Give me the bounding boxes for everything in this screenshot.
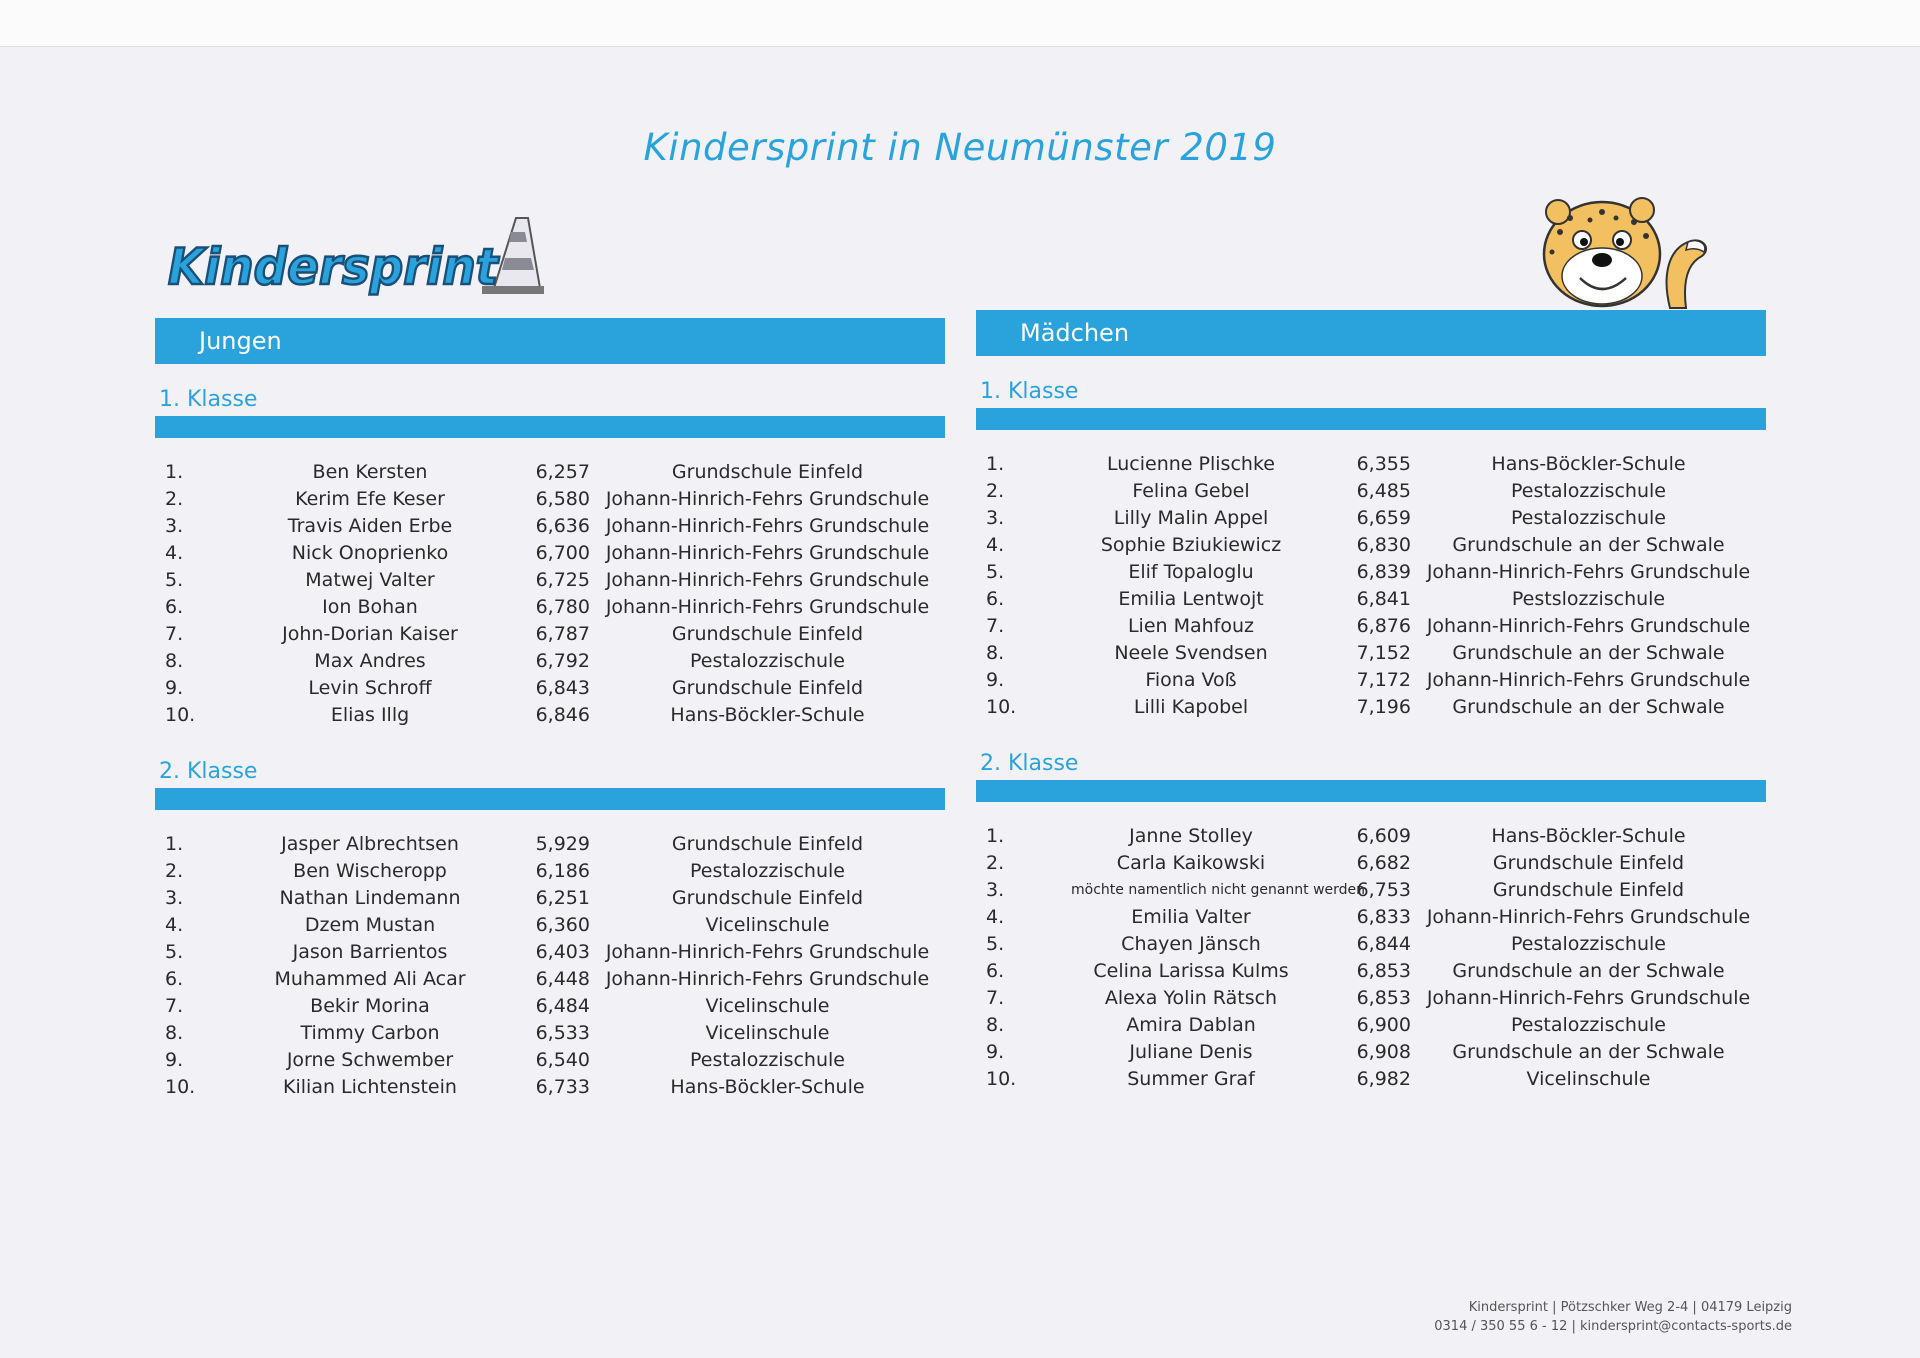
school-cell: Grundschule an der Schwale	[1452, 1040, 1725, 1063]
time-cell: 6,753	[1356, 878, 1411, 901]
rank-cell: 7.	[986, 614, 1005, 637]
result-row	[155, 884, 945, 911]
rank-cell: 8.	[986, 1013, 1005, 1036]
school-cell: Grundschule an der Schwale	[1452, 959, 1725, 982]
school-cell: Grundschule Einfeld	[671, 622, 864, 645]
footer-contact	[1434, 1298, 1792, 1336]
rank-cell: 6.	[986, 587, 1005, 610]
school-cell: Grundschule an der Schwale	[1452, 641, 1725, 664]
result-row	[155, 458, 945, 485]
school-cell: Grundschule Einfeld	[1492, 878, 1685, 901]
school-cell: Hans-Böckler-Schule	[670, 1075, 865, 1098]
name-cell: Bekir Morina	[310, 994, 430, 1017]
school-cell: Grundschule Einfeld	[671, 460, 864, 483]
name-cell: Ben Kersten	[312, 460, 428, 483]
rank-cell: 7.	[165, 622, 184, 645]
time-cell: 6,876	[1356, 614, 1411, 637]
results-list	[976, 450, 1766, 720]
rank-cell: 2.	[165, 487, 184, 510]
rank-cell: 9.	[986, 1040, 1005, 1063]
time-cell: 6,839	[1356, 560, 1411, 583]
school-cell: Vicelinschule	[1526, 1067, 1651, 1090]
result-row	[155, 1073, 945, 1100]
name-cell: Juliane Denis	[1129, 1040, 1253, 1063]
time-cell: 6,792	[535, 649, 590, 672]
name-cell: möchte namentlich nicht genannt werden	[1071, 881, 1366, 898]
time-cell: 6,403	[535, 940, 590, 963]
name-cell: Levin Schroff	[308, 676, 432, 699]
name-cell: Alexa Yolin Rätsch	[1104, 986, 1278, 1009]
name-cell: Emilia Lentwojt	[1118, 587, 1264, 610]
name-cell: Kilian Lichtenstein	[283, 1075, 457, 1098]
name-cell: Lien Mahfouz	[1127, 614, 1255, 637]
boys-column	[155, 318, 945, 1100]
rank-cell: 5.	[165, 568, 184, 591]
result-row	[155, 830, 945, 857]
time-cell: 6,251	[535, 886, 590, 909]
name-cell: Nathan Lindemann	[279, 886, 461, 909]
klasse-section	[155, 386, 945, 728]
rank-cell: 5.	[165, 940, 184, 963]
name-cell: Lucienne Plischke	[1107, 452, 1275, 475]
name-cell: John-Dorian Kaiser	[282, 622, 458, 645]
time-cell: 6,448	[535, 967, 590, 990]
kindersprint-logo	[164, 210, 544, 300]
rank-cell: 8.	[165, 1021, 184, 1044]
school-cell: Grundschule Einfeld	[671, 886, 864, 909]
rank-cell: 4.	[986, 533, 1005, 556]
rank-cell: 6.	[986, 959, 1005, 982]
result-row	[976, 957, 1766, 984]
result-row	[155, 620, 945, 647]
time-cell: 6,830	[1356, 533, 1411, 556]
result-row	[976, 1011, 1766, 1038]
name-cell: Jorne Schwember	[286, 1048, 454, 1071]
school-cell: Grundschule an der Schwale	[1452, 533, 1725, 556]
rank-cell: 7.	[986, 986, 1005, 1009]
name-cell: Nick Onoprienko	[291, 541, 449, 564]
name-cell: Dzem Mustan	[304, 913, 436, 936]
result-row	[976, 1065, 1766, 1092]
time-cell: 6,908	[1356, 1040, 1411, 1063]
time-cell: 6,900	[1356, 1013, 1411, 1036]
time-cell: 6,360	[535, 913, 590, 936]
school-cell: Grundschule Einfeld	[671, 676, 864, 699]
results-list	[155, 458, 945, 728]
result-row	[976, 666, 1766, 693]
rank-cell: 10.	[165, 703, 196, 726]
klasse-section	[976, 378, 1766, 720]
school-cell: Johann-Hinrich-Fehrs Grundschule	[605, 940, 930, 963]
time-cell: 6,844	[1356, 932, 1411, 955]
name-cell: Elias Illg	[330, 703, 410, 726]
time-cell: 6,843	[535, 676, 590, 699]
time-cell: 6,609	[1356, 824, 1411, 847]
time-cell: 6,580	[535, 487, 590, 510]
rank-cell: 7.	[165, 994, 184, 1017]
rank-cell: 1.	[165, 832, 184, 855]
klasse-section	[976, 750, 1766, 1092]
name-cell: Elif Topaloglu	[1128, 560, 1254, 583]
result-row	[976, 693, 1766, 720]
rank-cell: 5.	[986, 560, 1005, 583]
school-cell: Vicelinschule	[705, 1021, 830, 1044]
name-cell: Travis Aiden Erbe	[287, 514, 453, 537]
rank-cell: 3.	[986, 506, 1005, 529]
time-cell: 6,484	[535, 994, 590, 1017]
time-cell: 6,257	[535, 460, 590, 483]
result-row	[155, 992, 945, 1019]
name-cell: Ion Bohan	[322, 595, 418, 618]
time-cell: 5,929	[535, 832, 590, 855]
school-cell: Johann-Hinrich-Fehrs Grundschule	[605, 568, 930, 591]
girls-heading: Mädchen	[976, 310, 1766, 356]
school-cell: Grundschule Einfeld	[671, 832, 864, 855]
name-cell: Max Andres	[314, 649, 426, 672]
rank-cell: 6.	[165, 967, 184, 990]
result-row	[976, 822, 1766, 849]
rank-cell: 8.	[165, 649, 184, 672]
rank-cell: 3.	[986, 878, 1005, 901]
rank-cell: 1.	[165, 460, 184, 483]
school-cell: Pestalozzischule	[1511, 932, 1666, 955]
school-cell: Pestalozzischule	[1511, 479, 1666, 502]
school-cell: Johann-Hinrich-Fehrs Grundschule	[1426, 614, 1751, 637]
time-cell: 6,725	[535, 568, 590, 591]
footer-phone-email: 0314 / 350 55 6 - 12 | kindersprint@contacts-sports.de	[1434, 1319, 1792, 1334]
rank-cell: 8.	[986, 641, 1005, 664]
result-row	[155, 674, 945, 701]
name-cell: Emilia Valter	[1131, 905, 1251, 928]
klasse-label: 2. Klasse	[159, 759, 258, 784]
time-cell: 6,787	[535, 622, 590, 645]
name-cell: Felina Gebel	[1132, 479, 1250, 502]
name-cell: Lilli Kapobel	[1133, 695, 1249, 718]
name-cell: Kerim Efe Keser	[295, 487, 445, 510]
result-row	[155, 485, 945, 512]
name-cell: Fiona Voß	[1145, 668, 1237, 691]
leopard-mascot-icon	[1530, 196, 1710, 312]
rank-cell: 1.	[986, 452, 1005, 475]
klasse-divider-bar	[976, 780, 1766, 802]
school-cell: Pestalozzischule	[690, 1048, 845, 1071]
time-cell: 6,853	[1356, 986, 1411, 1009]
footer-address: Kindersprint | Pötzschker Weg 2-4 | 04179 Leipzig	[1468, 1300, 1792, 1315]
girls-column	[976, 310, 1766, 1092]
time-cell: 6,485	[1356, 479, 1411, 502]
klasse-divider-bar	[155, 788, 945, 810]
result-row	[976, 849, 1766, 876]
school-cell: Grundschule Einfeld	[1492, 851, 1685, 874]
rank-cell: 5.	[986, 932, 1005, 955]
rank-cell: 10.	[986, 695, 1017, 718]
school-cell: Pestalozzischule	[690, 649, 845, 672]
time-cell: 6,682	[1356, 851, 1411, 874]
result-row	[976, 930, 1766, 957]
name-cell: Janne Stolley	[1129, 824, 1253, 847]
name-cell: Jason Barrientos	[292, 940, 448, 963]
time-cell: 6,186	[535, 859, 590, 882]
result-row	[976, 477, 1766, 504]
name-cell: Neele Svendsen	[1114, 641, 1268, 664]
time-cell: 6,659	[1356, 506, 1411, 529]
result-row	[155, 539, 945, 566]
klasse-divider-bar	[155, 416, 945, 438]
klasse-label: 2. Klasse	[980, 751, 1079, 776]
result-row	[976, 612, 1766, 639]
result-row	[976, 504, 1766, 531]
result-row	[976, 639, 1766, 666]
result-row	[976, 585, 1766, 612]
page-title: Kindersprint in Neumünster 2019	[643, 126, 1277, 169]
result-row	[155, 911, 945, 938]
school-cell: Vicelinschule	[705, 994, 830, 1017]
rank-cell: 3.	[165, 514, 184, 537]
name-cell: Sophie Bziukiewicz	[1100, 533, 1282, 556]
rank-cell: 9.	[986, 668, 1005, 691]
rank-cell: 2.	[986, 479, 1005, 502]
rank-cell: 10.	[165, 1075, 196, 1098]
rank-cell: 9.	[165, 1048, 184, 1071]
result-row	[155, 593, 945, 620]
result-row	[976, 984, 1766, 1011]
name-cell: Summer Graf	[1127, 1067, 1255, 1090]
time-cell: 6,733	[535, 1075, 590, 1098]
time-cell: 6,982	[1356, 1067, 1411, 1090]
result-row	[976, 558, 1766, 585]
name-cell: Lilly Malin Appel	[1113, 506, 1269, 529]
klasse-section	[155, 758, 945, 1100]
time-cell: 6,540	[535, 1048, 590, 1071]
name-cell: Carla Kaikowski	[1116, 851, 1266, 874]
name-cell: Muhammed Ali Acar	[274, 967, 466, 990]
rank-cell: 4.	[165, 541, 184, 564]
school-cell: Grundschule an der Schwale	[1452, 695, 1725, 718]
result-row	[155, 965, 945, 992]
boys-heading: Jungen	[155, 318, 945, 364]
time-cell: 6,833	[1356, 905, 1411, 928]
rank-cell: 4.	[986, 905, 1005, 928]
name-cell: Matwej Valter	[305, 568, 435, 591]
school-cell: Johann-Hinrich-Fehrs Grundschule	[605, 487, 930, 510]
time-cell: 7,196	[1356, 695, 1411, 718]
school-cell: Johann-Hinrich-Fehrs Grundschule	[1426, 986, 1751, 1009]
rank-cell: 4.	[165, 913, 184, 936]
name-cell: Celina Larissa Kulms	[1093, 959, 1289, 982]
school-cell: Pestslozzischule	[1511, 587, 1666, 610]
klasse-divider-bar	[976, 408, 1766, 430]
results-list	[976, 822, 1766, 1092]
result-row	[155, 512, 945, 539]
time-cell: 6,853	[1356, 959, 1411, 982]
klasse-label: 1. Klasse	[159, 387, 258, 412]
scan-top-edge	[0, 0, 1920, 47]
result-row	[155, 938, 945, 965]
time-cell: 7,152	[1356, 641, 1411, 664]
name-cell: Jasper Albrechtsen	[281, 832, 459, 855]
school-cell: Johann-Hinrich-Fehrs Grundschule	[605, 514, 930, 537]
school-cell: Johann-Hinrich-Fehrs Grundschule	[1426, 668, 1751, 691]
result-row	[155, 857, 945, 884]
school-cell: Pestalozzischule	[1511, 506, 1666, 529]
school-cell: Pestalozzischule	[690, 859, 845, 882]
name-cell: Amira Dablan	[1126, 1013, 1256, 1036]
time-cell: 6,636	[535, 514, 590, 537]
result-row	[155, 647, 945, 674]
result-row	[155, 1019, 945, 1046]
school-cell: Hans-Böckler-Schule	[1491, 824, 1686, 847]
time-cell: 6,355	[1356, 452, 1411, 475]
school-cell: Johann-Hinrich-Fehrs Grundschule	[1426, 905, 1751, 928]
rank-cell: 9.	[165, 676, 184, 699]
time-cell: 7,172	[1356, 668, 1411, 691]
rank-cell: 6.	[165, 595, 184, 618]
time-cell: 6,533	[535, 1021, 590, 1044]
rank-cell: 10.	[986, 1067, 1017, 1090]
school-cell: Johann-Hinrich-Fehrs Grundschule	[605, 967, 930, 990]
name-cell: Timmy Carbon	[300, 1021, 440, 1044]
results-list	[155, 830, 945, 1100]
result-row	[155, 701, 945, 728]
result-row	[155, 1046, 945, 1073]
school-cell: Johann-Hinrich-Fehrs Grundschule	[605, 541, 930, 564]
school-cell: Pestalozzischule	[1511, 1013, 1666, 1036]
result-row	[976, 876, 1766, 903]
logo-wordmark: Kindersprint	[168, 238, 500, 296]
rank-cell: 1.	[986, 824, 1005, 847]
school-cell: Hans-Böckler-Schule	[670, 703, 865, 726]
school-cell: Johann-Hinrich-Fehrs Grundschule	[1426, 560, 1751, 583]
klasse-label: 1. Klasse	[980, 379, 1079, 404]
result-row	[976, 531, 1766, 558]
time-cell: 6,846	[535, 703, 590, 726]
school-cell: Vicelinschule	[705, 913, 830, 936]
rank-cell: 3.	[165, 886, 184, 909]
school-cell: Johann-Hinrich-Fehrs Grundschule	[605, 595, 930, 618]
time-cell: 6,780	[535, 595, 590, 618]
name-cell: Ben Wischeropp	[293, 859, 447, 882]
time-cell: 6,700	[535, 541, 590, 564]
rank-cell: 2.	[986, 851, 1005, 874]
time-cell: 6,841	[1356, 587, 1411, 610]
result-row	[155, 566, 945, 593]
result-row	[976, 450, 1766, 477]
result-row	[976, 1038, 1766, 1065]
result-row	[976, 903, 1766, 930]
name-cell: Chayen Jänsch	[1121, 932, 1261, 955]
school-cell: Hans-Böckler-Schule	[1491, 452, 1686, 475]
rank-cell: 2.	[165, 859, 184, 882]
